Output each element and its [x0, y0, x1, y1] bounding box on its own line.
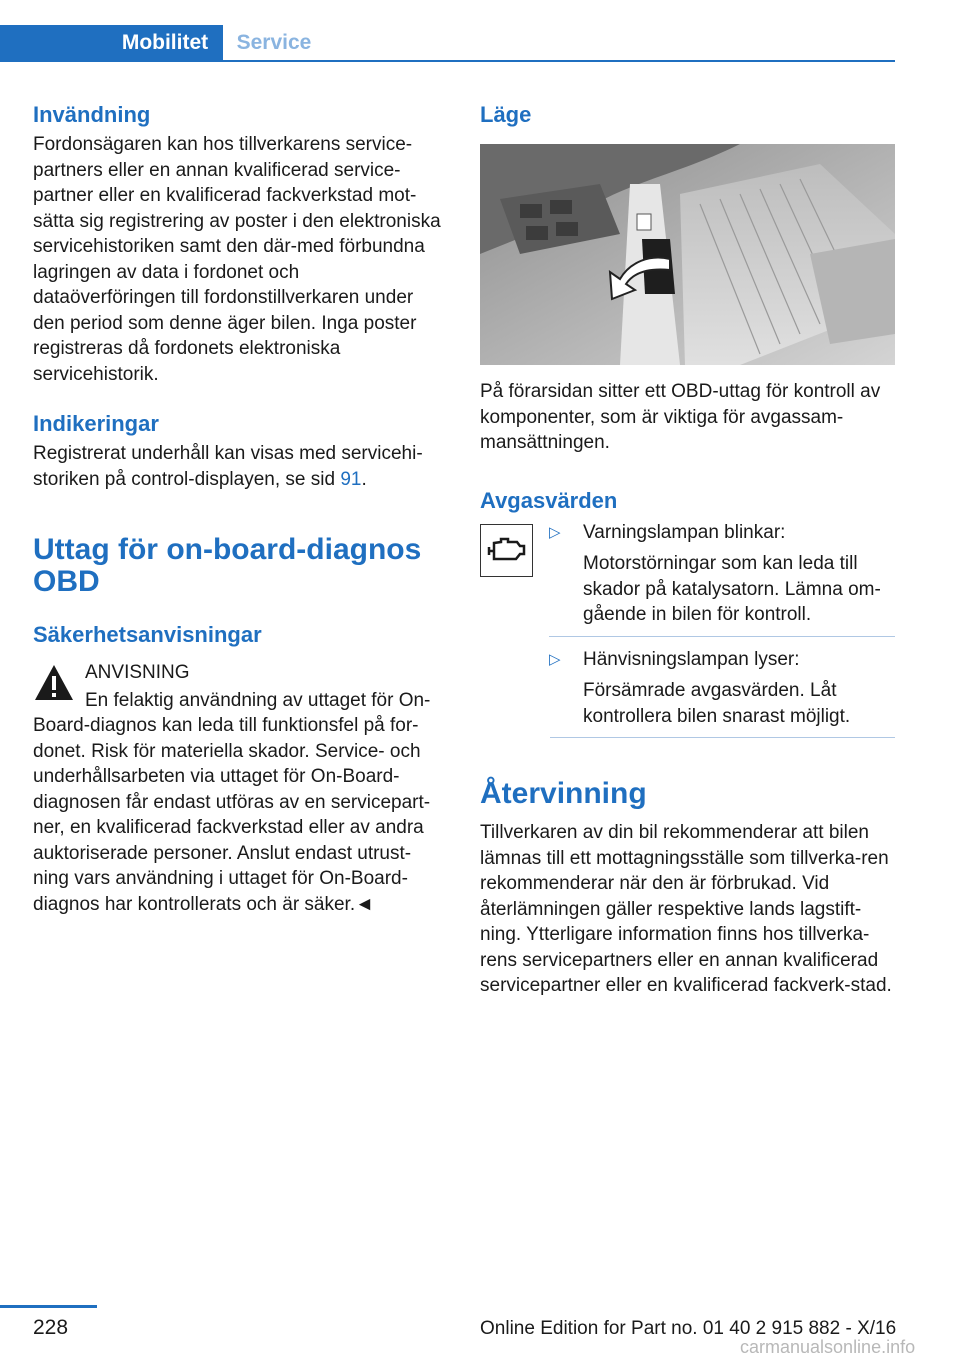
header-rule	[0, 60, 895, 62]
paragraph-invandning: Fordonsägaren kan hos tillverkarens service-partners eller en annan kvalificerad service-partner eller en kvalificerad fackverkstad mot-sätta sig registrering av poster i den elektroniska servicehistoriken samt den där-med förbundna lagringen av data i fordonet och dataöverföringen till fordonstillverkaren under den period som denne äger bilen. Inga poster registreras då fordonets elektroniska servicehistorik.	[33, 134, 441, 385]
warning-body: Board-diagnos kan leda till funktionsfel på for-donet. Risk för materiella skador. Service- och underhållsarbeten via uttaget för On-Board-diagnosen får endast utföras av en servicepart-ner, en kvalificerad fackverkstad eller av andra auktoriserade personer. Anslut endast utrust-ning vars användning i uttaget för On-Board-diagnos har kontrollerats och är säker.◄	[33, 715, 431, 915]
paragraph-lage: På förarsidan sitter ett OBD-uttag för kontroll av komponenter, som är viktiga för avgassam-mansättningen.	[480, 381, 881, 453]
bullet-separator	[550, 737, 895, 738]
indikeringar-text: Registrerat underhåll kan visas med servicehi-storiken på control-displayen, se sid	[33, 443, 423, 490]
tab-service[interactable]: Service	[236, 31, 312, 54]
heading-obd: Uttag för on-board-diagnos OBD	[33, 533, 422, 598]
heading-atervinning: Återvinning	[480, 777, 647, 810]
emission-indicators	[480, 520, 895, 647]
triangle-bullet-icon: ▷	[549, 523, 561, 541]
heading-invandning: Invändning	[33, 102, 151, 127]
bullet-text: Försämrade avgasvärden. Låt kontrollera bilen snarast möjligt.	[583, 680, 851, 727]
left-column	[33, 100, 445, 917]
bullet-body	[583, 520, 895, 628]
header-tabs	[0, 25, 325, 61]
warning-title: ANVISNING	[85, 662, 190, 683]
triangle-bullet-icon: ▷	[549, 650, 561, 668]
paragraph-atervinning: Tillverkaren av din bil rekommenderar att bilen lämnas till ett mottagningsställe som tillverka-ren rekommenderar när den är förbrukad. Vid återlämningen gäller respektive lands lagstift-ning. Ytterligare information finns hos tillverka-rens servicepartners eller en annan kvalificerad servicepartner eller en kvalificerad fackverk-stad.	[480, 822, 892, 996]
bullet-separator	[549, 636, 895, 637]
bullet-body	[583, 647, 895, 730]
engine-warning-box	[480, 524, 533, 577]
footer-rule	[0, 1305, 97, 1308]
obd-location-photo	[480, 144, 895, 365]
heading-lage: Läge	[480, 102, 532, 127]
warning-text-block	[85, 660, 430, 713]
warning-first-line: En felaktig användning av uttaget för On-	[85, 689, 431, 711]
warning-block	[33, 660, 445, 713]
right-column	[480, 100, 895, 999]
heading-sakerhetsanvisningar: Säkerhetsanvisningar	[33, 622, 262, 647]
paragraph-indikeringar	[33, 441, 445, 492]
heading-avgasvarden: Avgasvärden	[480, 487, 618, 513]
bullet-text: Motorstörningar som kan leda till skador på katalysatorn. Lämna om-gående in bilen för kontroll.	[583, 553, 881, 625]
heading-indikeringar: Indikeringar	[33, 411, 159, 436]
bullet-title: Hänvisningslampan lyser:	[583, 648, 800, 670]
bullet-item-indicator-lamp	[480, 647, 895, 730]
tab-mobilitet[interactable]: Mobilitet	[107, 25, 223, 61]
bullet-item-warning-lamp	[549, 520, 895, 628]
page-link-91[interactable]: 91	[340, 468, 362, 490]
tab-spacer	[0, 25, 107, 61]
warning-triangle-icon	[33, 662, 75, 704]
edition-note: Online Edition for Part no. 01 40 2 915 882 - X/16	[480, 1318, 897, 1339]
page-number: 228	[33, 1316, 69, 1339]
bullet-title: Varningslampan blinkar:	[583, 521, 786, 543]
bullet-list	[549, 520, 895, 647]
indikeringar-end: .	[361, 468, 367, 490]
watermark: carmanualsonline.info	[740, 1337, 916, 1357]
engine-icon	[486, 535, 528, 565]
